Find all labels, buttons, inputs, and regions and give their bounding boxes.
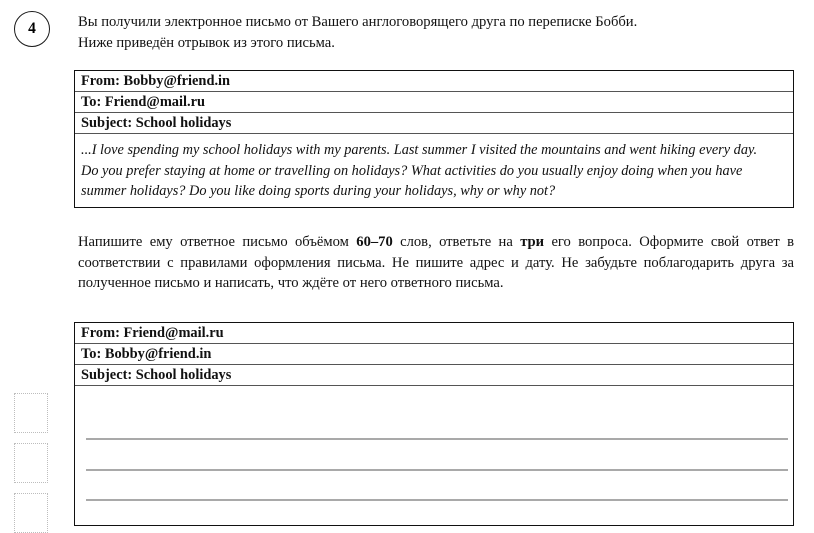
instructions-part-2: слов, ответьте на	[392, 234, 521, 250]
instructions-word-count: 60–70	[356, 234, 393, 250]
margin-marker-box	[14, 493, 48, 533]
received-email-paragraph-2: Do you prefer staying at home or travelling on holidays? What activities do you usually enjoy doing when you have summer holidays? Do you like doing sports during your holidays, why or why not?	[81, 162, 743, 200]
task-prompt	[78, 12, 794, 53]
received-email-from: From: Bobby@friend.in	[75, 71, 793, 92]
instructions-part-3: его вопроса. Оформите свой ответ в соответствии с правилами оформления письма. Не пишите адрес и дату. Не забудьте поблагодарить друга за полученное письмо и написать, что ждёте от него ответного письма.	[78, 234, 794, 292]
received-email-paragraph-1: ...I love spending my school holidays with my parents. Last summer I visited the mountains and went hiking every day.	[81, 142, 758, 158]
received-email-body	[75, 134, 793, 207]
margin-marker-box	[14, 393, 48, 433]
received-email-to: To: Friend@mail.ru	[75, 92, 793, 113]
task-prompt-line-1: Вы получили электронное письмо от Вашего англоговорящего друга по переписке Бобби.	[78, 14, 638, 30]
task-number-badge: 4	[14, 11, 50, 47]
answer-write-line	[86, 499, 788, 501]
reply-answer-area[interactable]	[75, 386, 793, 525]
task-prompt-line-2: Ниже приведён отрывок из этого письма.	[78, 34, 335, 51]
task-instructions	[78, 232, 794, 294]
margin-marker-box	[14, 443, 48, 483]
instructions-question-count: три	[520, 234, 545, 250]
instructions-part-1: Напишите ему ответное письмо объёмом	[78, 234, 357, 250]
answer-write-line	[86, 469, 788, 471]
received-email-subject: Subject: School holidays	[75, 113, 793, 134]
task-header	[0, 0, 814, 62]
reply-email-subject[interactable]: Subject: School holidays	[75, 365, 793, 386]
reply-email-table	[74, 322, 794, 526]
reply-email-to[interactable]: To: Bobby@friend.in	[75, 344, 793, 365]
reply-email-from[interactable]: From: Friend@mail.ru	[75, 323, 793, 344]
received-email-table	[74, 70, 794, 208]
answer-write-line	[86, 438, 788, 440]
